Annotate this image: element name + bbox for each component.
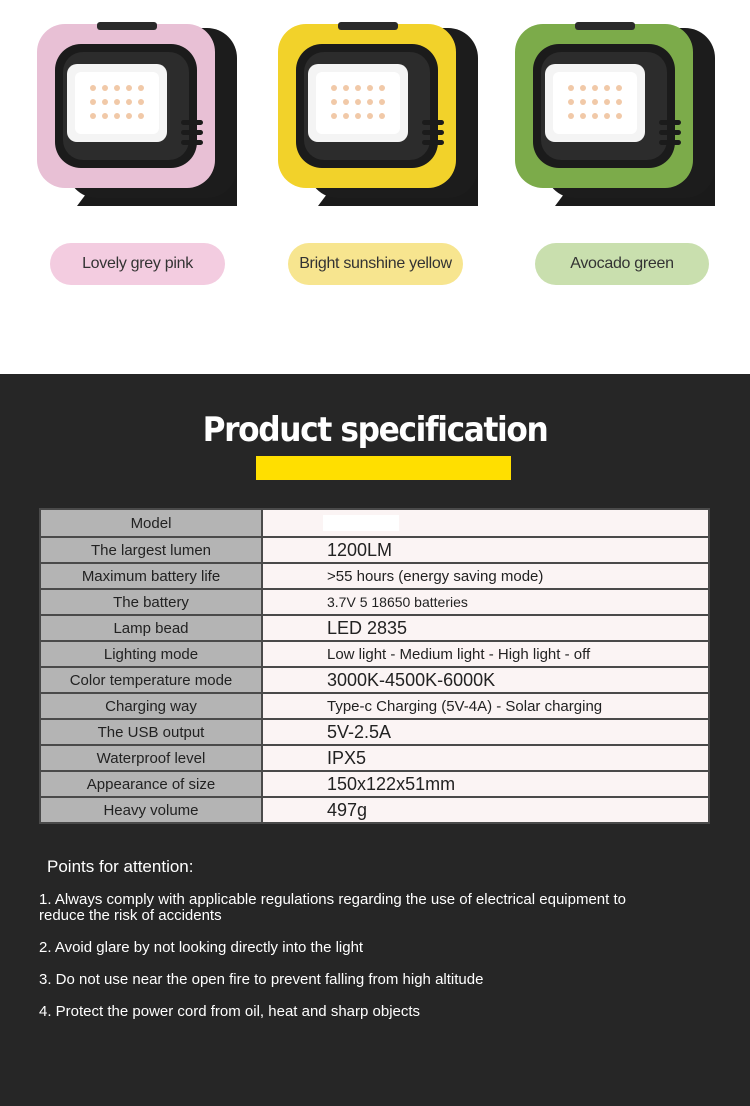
spec-key: Model bbox=[41, 510, 263, 536]
spec-row-color-temperature bbox=[41, 666, 708, 692]
product-specification-section bbox=[0, 374, 750, 1106]
spec-value: 150x122x51mm bbox=[263, 772, 708, 796]
model-value-blank bbox=[323, 515, 399, 531]
spec-key: Charging way bbox=[41, 694, 263, 718]
spec-value: 5V-2.5A bbox=[263, 720, 708, 744]
spec-value: 3.7V 5 18650 batteries bbox=[263, 590, 708, 614]
spec-value: 3000K-4500K-6000K bbox=[263, 668, 708, 692]
product-variants-section bbox=[0, 0, 750, 374]
spec-key: Lamp bead bbox=[41, 616, 263, 640]
spec-value: 1200LM bbox=[263, 538, 708, 562]
spec-value bbox=[263, 510, 708, 536]
spec-key: The largest lumen bbox=[41, 538, 263, 562]
spec-row-model bbox=[41, 510, 708, 536]
variant-label-pink: Lovely grey pink bbox=[50, 243, 225, 285]
spec-row-lamp-bead bbox=[41, 614, 708, 640]
spec-value: Low light - Medium light - High light - off bbox=[263, 642, 708, 666]
yellow-work-light-image bbox=[278, 20, 478, 220]
spec-row-waterproof bbox=[41, 744, 708, 770]
spec-value: 497g bbox=[263, 798, 708, 822]
attention-item: 4. Protect the power cord from oil, heat and sharp objects bbox=[39, 1003, 421, 1020]
spec-row-charging bbox=[41, 692, 708, 718]
spec-key: The USB output bbox=[41, 720, 263, 744]
spec-key: Heavy volume bbox=[41, 798, 263, 822]
spec-value: LED 2835 bbox=[263, 616, 708, 640]
green-work-light-image bbox=[515, 20, 715, 220]
spec-row-usb-output bbox=[41, 718, 708, 744]
spec-key: Lighting mode bbox=[41, 642, 263, 666]
spec-value: >55 hours (energy saving mode) bbox=[263, 564, 708, 588]
spec-value: IPX5 bbox=[263, 746, 708, 770]
pink-work-light-image bbox=[37, 20, 237, 220]
spec-row-battery bbox=[41, 588, 708, 614]
attention-item: 2. Avoid glare by not looking directly into the light bbox=[39, 939, 364, 956]
spec-key: Maximum battery life bbox=[41, 564, 263, 588]
variant-label-yellow: Bright sunshine yellow bbox=[288, 243, 463, 285]
spec-row-battery-life bbox=[41, 562, 708, 588]
variant-label-green: Avocado green bbox=[535, 243, 709, 285]
spec-key: The battery bbox=[41, 590, 263, 614]
spec-table bbox=[39, 508, 710, 824]
spec-title: Product specification bbox=[202, 410, 548, 450]
spec-row-lighting-mode bbox=[41, 640, 708, 666]
spec-row-lumen bbox=[41, 536, 708, 562]
spec-key: Color temperature mode bbox=[41, 668, 263, 692]
attention-title: Points for attention: bbox=[47, 857, 194, 876]
spec-row-weight bbox=[41, 796, 708, 822]
title-accent-bar bbox=[256, 456, 511, 480]
spec-key: Waterproof level bbox=[41, 746, 263, 770]
attention-item: 3. Do not use near the open fire to prevent falling from high altitude bbox=[39, 971, 484, 988]
spec-value: Type-c Charging (5V-4A) - Solar charging bbox=[263, 694, 708, 718]
spec-row-size bbox=[41, 770, 708, 796]
attention-item: 1. Always comply with applicable regulations regarding the use of electrical equipment to reduce the risk of accidents bbox=[39, 891, 626, 924]
spec-key: Appearance of size bbox=[41, 772, 263, 796]
